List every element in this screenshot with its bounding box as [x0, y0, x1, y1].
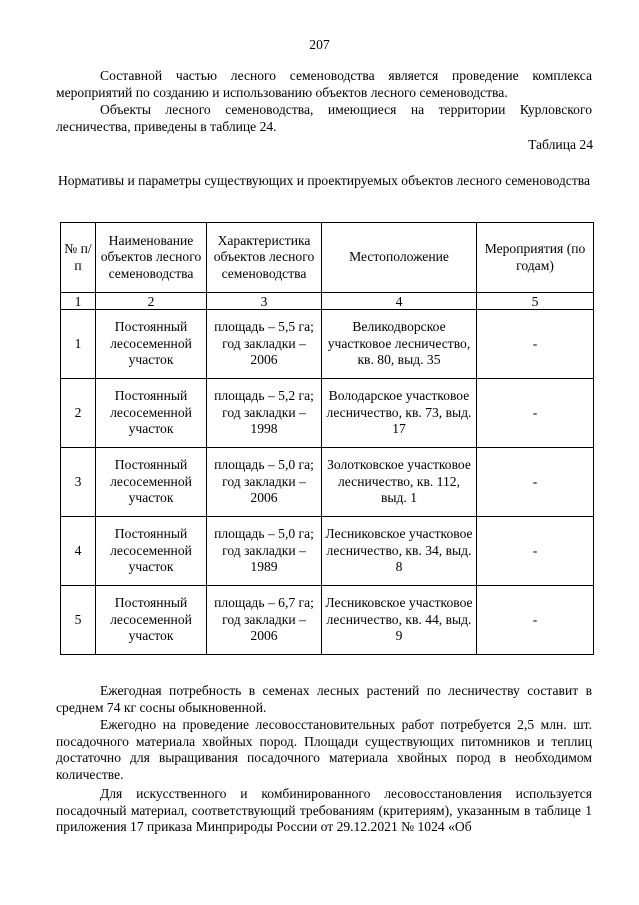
table-label: Таблица 24 [528, 137, 593, 152]
table-row [61, 379, 594, 448]
table-header-row [61, 223, 594, 293]
paragraph-seed-complex: Составной частью лесного семеноводства является проведение комплекса мероприятий по созданию и использованию объектов лесного семеноводства. [56, 68, 592, 100]
table-cell: Постоянный лесосеменной участок [96, 310, 207, 379]
table-cell: площадь – 5,0 га; год закладки – 2006 [207, 448, 322, 517]
header-cell: Наименование объектов лесного семеноводства [96, 223, 207, 293]
paragraph-planting-material: Ежегодно на проведение лесовосстановительных работ потребуется 2,5 млн. шт. посадочного материала хвойных пород. Площади существующих питомников и теплиц достаточно для выращивания посадочного материала хвойных пород в необходимом количестве. [56, 717, 592, 782]
seed-objects-table [60, 222, 594, 655]
table-row [61, 310, 594, 379]
table-cell: - [477, 310, 594, 379]
table-cell: - [477, 379, 594, 448]
table-cell: 1 [61, 310, 96, 379]
header-cell: Характеристика объектов лесного семеноводства [207, 223, 322, 293]
header-cell: Местоположение [322, 223, 477, 293]
column-number-cell: 3 [207, 293, 322, 310]
column-number-cell: 4 [322, 293, 477, 310]
table-cell: Лесниковское участковое лесничество, кв. 34, выд. 8 [322, 517, 477, 586]
column-number-cell: 1 [61, 293, 96, 310]
paragraph-seed-objects: Объекты лесного семеноводства, имеющиеся на территории Курловского лесничества, приведены в таблице 24. [56, 102, 592, 134]
table-title: Нормативы и параметры существующих и проектируемых объектов лесного семеноводства [57, 173, 591, 188]
table-cell: 2 [61, 379, 96, 448]
table-row [61, 517, 594, 586]
table-cell: Володарское участковое лесничество, кв. 73, выд. 17 [322, 379, 477, 448]
table-cell: Великодворское участковое лесничество, кв. 80, выд. 35 [322, 310, 477, 379]
table-cell: площадь – 5,5 га; год закладки – 2006 [207, 310, 322, 379]
table-cell: площадь – 5,2 га; год закладки – 1998 [207, 379, 322, 448]
table-cell: 5 [61, 586, 96, 655]
table-row [61, 586, 594, 655]
table-cell: Постоянный лесосеменной участок [96, 448, 207, 517]
header-cell: № п/п [61, 223, 96, 293]
table-cell: Лесниковское участковое лесничество, кв. 44, выд. 9 [322, 586, 477, 655]
column-number-row [61, 293, 594, 310]
paragraph-reforestation: Для искусственного и комбинированного лесовосстановления используется посадочный материал, соответствующий требованиям (критериям), указанным в таблице 1 приложения 17 приказа Минприроды России от 29.12.2021 № 1024 «Об [56, 786, 592, 834]
table-cell: Постоянный лесосеменной участок [96, 379, 207, 448]
table-cell: - [477, 448, 594, 517]
table-cell: - [477, 517, 594, 586]
column-number-cell: 5 [477, 293, 594, 310]
table-cell: 4 [61, 517, 96, 586]
table-cell: - [477, 586, 594, 655]
table-cell: Постоянный лесосеменной участок [96, 586, 207, 655]
table-cell: Золотковское участковое лесничество, кв. 112, выд. 1 [322, 448, 477, 517]
table-row [61, 448, 594, 517]
column-number-cell: 2 [96, 293, 207, 310]
table-cell: площадь – 6,7 га; год закладки – 2006 [207, 586, 322, 655]
header-cell: Мероприятия (по годам) [477, 223, 594, 293]
page-number: 207 [309, 37, 330, 52]
table-cell: Постоянный лесосеменной участок [96, 517, 207, 586]
paragraph-seed-demand: Ежегодная потребность в семенах лесных растений по лесничеству составит в среднем 74 кг сосны обыкновенной. [56, 683, 592, 715]
table-cell: площадь – 5,0 га; год закладки – 1989 [207, 517, 322, 586]
table-cell: 3 [61, 448, 96, 517]
